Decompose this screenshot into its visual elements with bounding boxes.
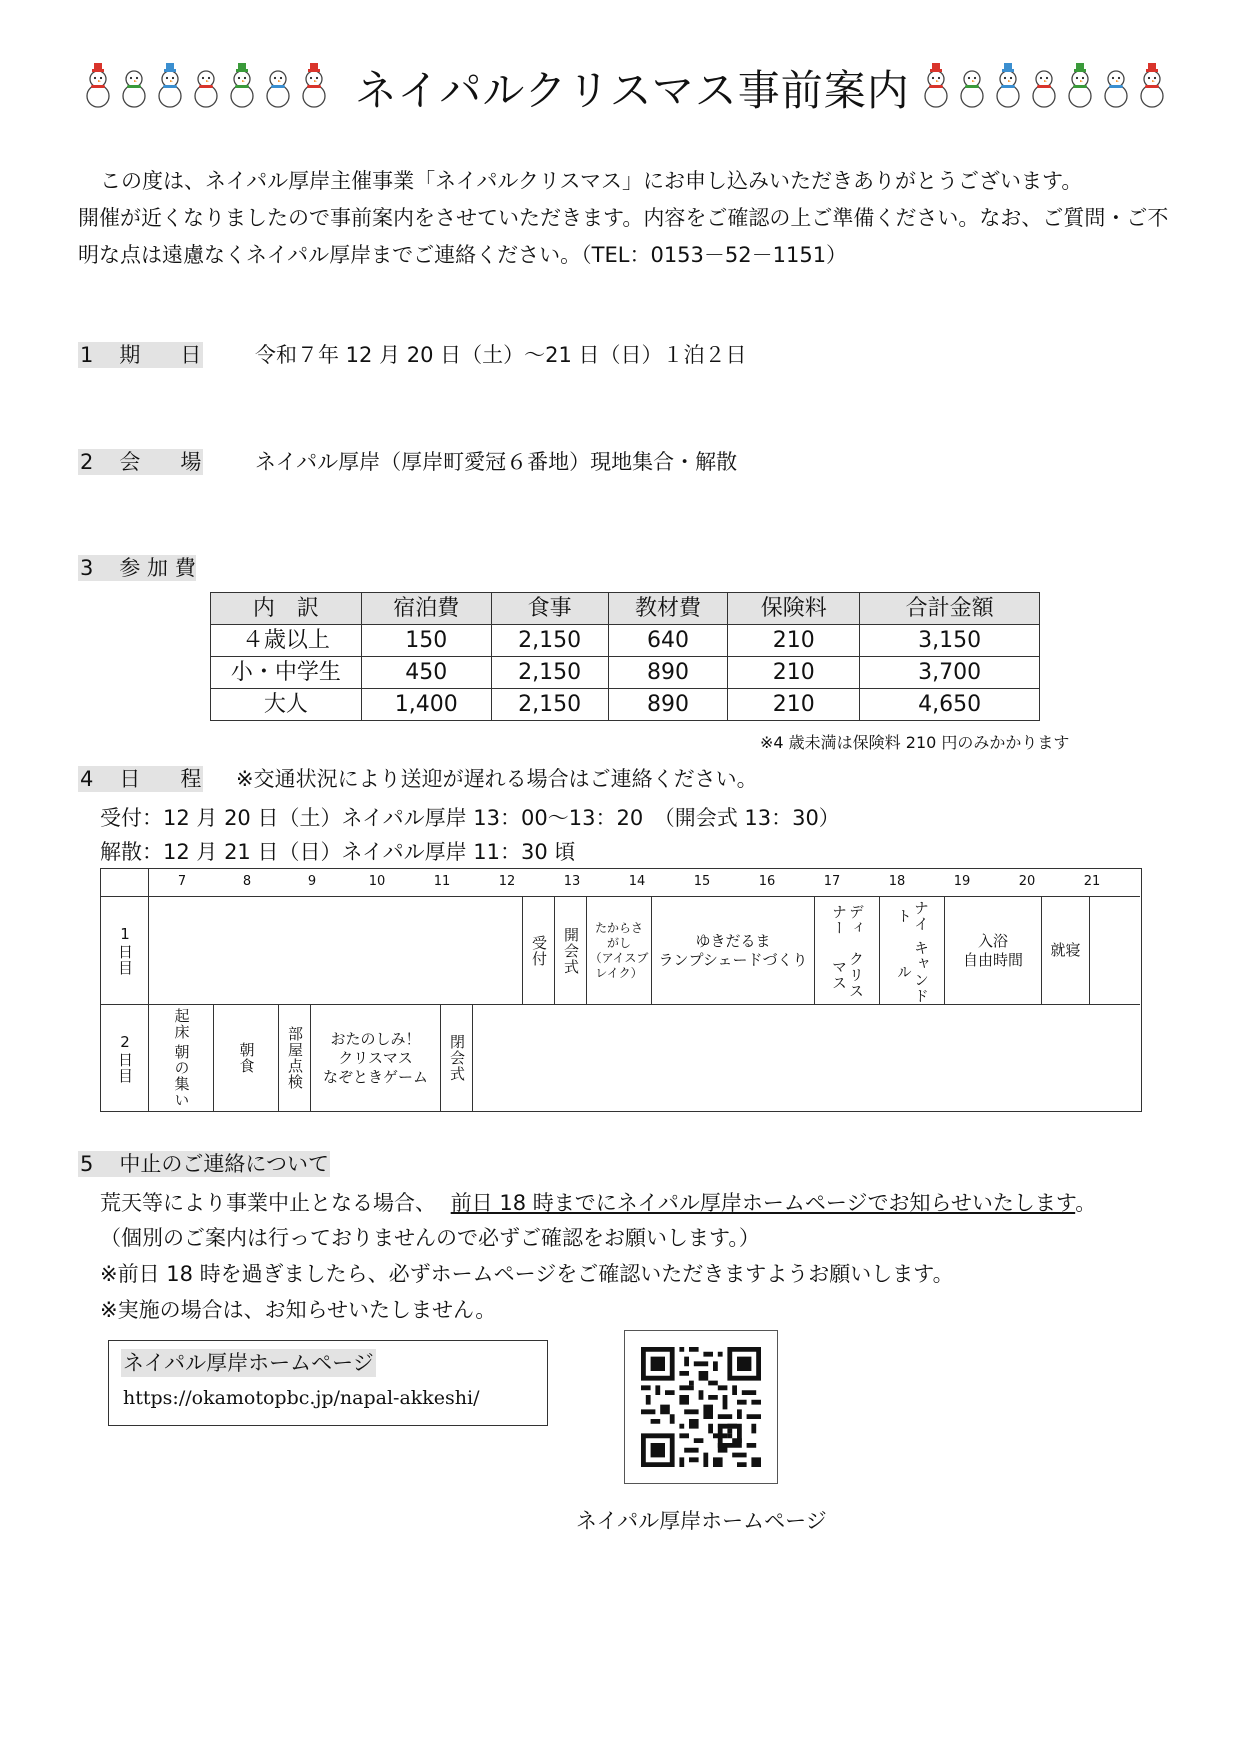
fee-note: ※4 歳未満は保険料 210 円のみかかります [760, 733, 1070, 752]
day-2-room-check: 部屋点検 [279, 1005, 311, 1111]
snowman-icon [118, 62, 150, 110]
fee-cell: 210 [728, 689, 860, 721]
snowman-icon [1100, 62, 1132, 110]
fee-cell: 2,150 [491, 689, 608, 721]
day-1-reception: 受付 [523, 897, 555, 1004]
day-1-opening: 開会式 [555, 897, 587, 1004]
snowman-icon [1028, 62, 1060, 110]
day-2-breakfast: 朝食 [214, 1005, 279, 1111]
timeline-day-1 [101, 897, 1140, 1005]
day-1-empty [149, 897, 523, 1004]
intro-line-3: 明な点は遠慮なくネイパル厚岸までご連絡ください。（TEL：0153－52－1151） [78, 243, 848, 267]
snowman-icon [1136, 62, 1168, 110]
table-row [211, 657, 1040, 689]
section-2-venue: ネイパル厚岸（厚岸町愛冠６番地）現地集合・解散 [255, 450, 738, 474]
hour-tick: 9 [307, 874, 317, 889]
schedule-note: ※交通状況により送迎が遅れる場合はご連絡ください。 [236, 767, 758, 791]
intro-line-1: この度は、ネイパル厚岸主催事業「ネイパルクリスマス」にお申し込みいただきありがとうございます。 [100, 169, 1083, 193]
timeline-divider [148, 869, 149, 897]
fee-header-cell: 食事 [491, 593, 608, 625]
hour-tick: 17 [823, 874, 841, 889]
hour-tick: 15 [693, 874, 711, 889]
hour-tick: 14 [628, 874, 646, 889]
fee-cell: 3,150 [860, 625, 1040, 657]
dismissal-time: 解散：12 月 21 日（日）ネイパル厚岸 11：30 頃 [100, 840, 576, 864]
snowman-icon [298, 62, 330, 110]
fee-table [210, 592, 1040, 721]
day-2-mystery-game: おたのしみ！ クリスマス なぞときゲーム [311, 1005, 441, 1111]
snowman-icon [82, 62, 114, 110]
fee-cell: 4,650 [860, 689, 1040, 721]
hour-tick: 11 [433, 874, 451, 889]
day-2-label: 2日目 [101, 1005, 149, 1111]
fee-cell: 大人 [211, 689, 362, 721]
hour-tick: 16 [758, 874, 776, 889]
snowman-icon [1064, 62, 1096, 110]
fee-cell: 640 [608, 625, 728, 657]
snowman-icon [262, 62, 294, 110]
snowman-decoration-left [82, 62, 330, 110]
day-1-empty-end [1090, 897, 1140, 1004]
fee-cell: 150 [361, 625, 491, 657]
fee-table-header [211, 593, 1040, 625]
day-1-candle-night: キャンドル ナイト [880, 897, 945, 1004]
fee-cell: 1,400 [361, 689, 491, 721]
cancel-line-3: ※前日 18 時を過ぎましたら、必ずホームページをご確認いただきますようお願いします。 [100, 1262, 954, 1286]
fee-header-cell: 内 訳 [211, 593, 362, 625]
fee-cell: ４歳以上 [211, 625, 362, 657]
fee-header-cell: 教材費 [608, 593, 728, 625]
snowman-icon [956, 62, 988, 110]
hour-tick: 7 [177, 874, 187, 889]
snowman-icon [154, 62, 186, 110]
snowman-icon [920, 62, 952, 110]
day-2-empty [473, 1005, 1140, 1111]
qr-caption: ネイパル厚岸ホームページ [576, 1509, 827, 1533]
qr-code-icon [641, 1347, 761, 1467]
fee-cell: 450 [361, 657, 491, 689]
section-5-label: 5 中止のご連絡について [80, 1152, 329, 1176]
snowman-icon [226, 62, 258, 110]
day-1-snowman-lamp: ゆきだるま ランプシェードづくり [652, 897, 815, 1004]
fee-cell: 3,700 [860, 657, 1040, 689]
snowman-icon [992, 62, 1024, 110]
section-4-label: 4 日 程 [80, 767, 202, 791]
hour-tick: 8 [242, 874, 252, 889]
homepage-url-link[interactable]: https://okamotopbc.jp/napal-akkeshi/ [123, 1387, 480, 1409]
intro-text [78, 163, 1178, 274]
hour-tick: 10 [368, 874, 386, 889]
hour-tick: 18 [888, 874, 906, 889]
cancel-line-2: （個別のご案内は行っておりませんので必ずご確認をお願いします。） [100, 1226, 760, 1250]
day-1-dinner: クリスマス ディナー [815, 897, 880, 1004]
cancel-line-4: ※実施の場合は、お知らせいたしません。 [100, 1298, 497, 1322]
day-1-sleep: 就寝 [1042, 897, 1090, 1004]
section-1-date: 令和７年 12 月 20 日（土）〜21 日（日）１泊２日 [255, 343, 747, 367]
cancel-line-1: 荒天等により事業中止となる場合、 前日 18 時までにネイパル厚岸ホームページでお知らせいたします。 [100, 1191, 1097, 1215]
table-row [211, 625, 1040, 657]
snowman-icon [190, 62, 222, 110]
fee-cell: 小・中学生 [211, 657, 362, 689]
table-row [211, 689, 1040, 721]
hour-tick: 21 [1083, 874, 1101, 889]
section-2-label: 2 会 場 [80, 450, 202, 474]
hour-tick: 13 [563, 874, 581, 889]
timeline-hours [101, 869, 1140, 897]
page-title: ネイパルクリスマス事前案内 [355, 66, 910, 115]
fee-cell: 890 [608, 657, 728, 689]
section-3-label: 3 参 加 費 [80, 556, 196, 580]
fee-cell: 210 [728, 625, 860, 657]
day-1-bath-free-time: 入浴 自由時間 [945, 897, 1042, 1004]
hour-tick: 12 [498, 874, 516, 889]
qr-code[interactable] [624, 1330, 778, 1484]
title-row [0, 52, 1241, 122]
fee-cell: 210 [728, 657, 860, 689]
section-1-label: 1 期 日 [80, 343, 202, 367]
intro-line-2: 開催が近くなりましたので事前案内をさせていただきます。内容をご確認の上ご準備ください。なお、ご質問・ご不 [78, 206, 1169, 230]
reception-time: 受付：12 月 20 日（土）ネイパル厚岸 13：00〜13：20 （開会式 13：30） [100, 806, 840, 830]
day-2-closing: 閉会式 [441, 1005, 473, 1111]
fee-header-cell: 宿泊費 [361, 593, 491, 625]
schedule-timeline [100, 868, 1142, 1112]
fee-cell: 2,150 [491, 657, 608, 689]
day-2-wake-gather: 朝の集い 起床 [149, 1005, 214, 1111]
fee-header-cell: 合計金額 [860, 593, 1040, 625]
hour-tick: 20 [1018, 874, 1036, 889]
day-1-label: 1日目 [101, 897, 149, 1004]
homepage-title: ネイパル厚岸ホームページ [123, 1351, 374, 1375]
fee-cell: 2,150 [491, 625, 608, 657]
snowman-decoration-right [920, 62, 1168, 110]
fee-cell: 890 [608, 689, 728, 721]
homepage-box [108, 1340, 548, 1426]
day-1-treasure-hunt: たからさ がし （アイスブ レイク） [587, 897, 652, 1004]
fee-header-cell: 保険料 [728, 593, 860, 625]
timeline-day-2 [101, 1005, 1140, 1111]
hour-tick: 19 [953, 874, 971, 889]
